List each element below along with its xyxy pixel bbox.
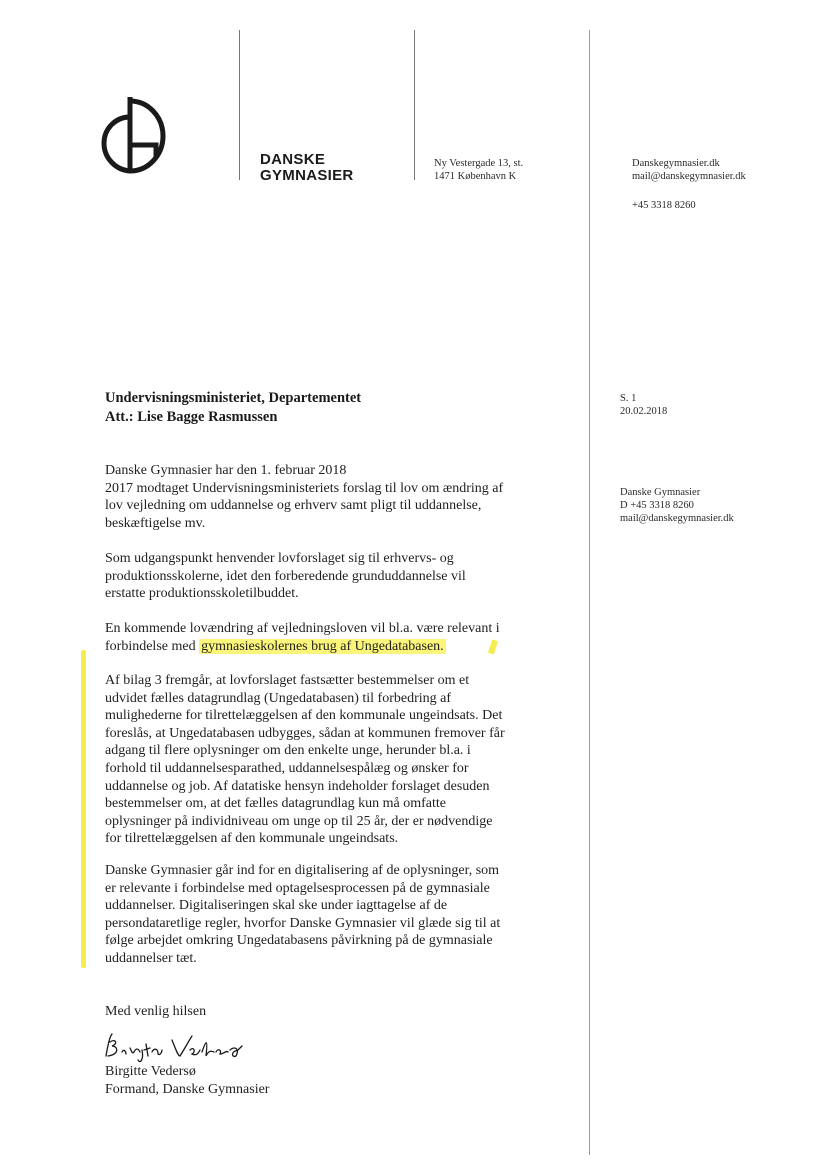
signatory-title: Formand, Danske Gymnasier xyxy=(105,1081,270,1097)
paragraph-line: bestemmelser om, at det fælles datagrundlag kun må omfatte xyxy=(105,796,446,812)
recipient-attention: Att.: Lise Bagge Rasmussen xyxy=(105,409,278,425)
paragraph-5 xyxy=(105,862,500,968)
highlighted-text: gymnasieskolernes brug af Ungedatabasen. xyxy=(201,638,444,654)
website-link[interactable]: Danskegymnasier.dk xyxy=(632,158,720,169)
paragraph-line: Danske Gymnasier går ind for en digitalisering af de oplysninger, som xyxy=(105,863,500,878)
paragraph-line: En kommende lovændring af vejledningsloven vil bl.a. være relevant i xyxy=(105,621,500,636)
header-rule-left xyxy=(239,30,240,180)
paragraph-line: oplysninger på individniveau om unge op til 25 år, der er nødvendige xyxy=(105,813,493,829)
brand-line1: DANSKE xyxy=(260,151,326,168)
brand-name xyxy=(260,152,354,184)
closing-greeting: Med venlig hilsen xyxy=(105,1004,207,1019)
signatory-name: Birgitte Vedersø xyxy=(105,1064,196,1079)
paragraph-line: er relevante i forbindelse med optagelsesprocessen på de gymnasiale xyxy=(105,880,490,896)
paragraph-line: udvidet fælles datagrundlag (Ungedatabasen) til forbedring af xyxy=(105,690,451,706)
dg-logo-icon xyxy=(100,93,176,177)
web-contact-block xyxy=(632,157,746,183)
paragraph-line: produktionsskolerne, idet den forberedende grunduddannelse vil xyxy=(105,568,466,584)
paragraph-4 xyxy=(105,672,505,848)
paragraph-line: foreslås, at Ungedatabasen udbygges, sådan at kommunen fremover får xyxy=(105,725,505,741)
right-column-rule xyxy=(589,30,590,1155)
signatory xyxy=(105,1063,269,1098)
sender-contact xyxy=(620,486,734,525)
paragraph-line: lov vejledning om uddannelse og erhverv samt pligt til uddannelse, xyxy=(105,498,482,514)
paragraph-3 xyxy=(105,620,500,655)
paragraph-line: beskæftigelse mv. xyxy=(105,515,206,531)
address-street: Ny Vestergade 13, st. xyxy=(434,158,524,169)
address-block xyxy=(434,157,523,183)
paragraph-line: uddannelser. Digitaliseringen skal ske under iagttagelse af de xyxy=(105,898,448,914)
phone-number: +45 3318 8260 xyxy=(632,200,696,211)
paragraph-line: uddannelser tæt. xyxy=(105,950,197,966)
paragraph-line: forhold til uddannelsesparathed, uddannelsespålæg og ønsker for xyxy=(105,760,469,776)
paragraph-line: mulighederne for tilrettelæggelsen af den kommunale ungeindsats. Det xyxy=(105,708,503,724)
sender-email[interactable]: mail@danskegymnasier.dk xyxy=(620,513,734,524)
paragraph-1 xyxy=(105,462,503,532)
paragraph-line: erstatte produktionsskoletilbuddet. xyxy=(105,586,299,602)
recipient-block xyxy=(105,389,361,427)
paragraph-line-prefix: forbindelse med xyxy=(105,638,200,654)
paragraph-line: Danske Gymnasier har den 1. februar 2018 xyxy=(105,463,347,478)
paragraph-2 xyxy=(105,550,466,603)
paragraph-line: for tilrettelæggelsen af den kommunale ungeindsats. xyxy=(105,831,399,847)
letter-date: 20.02.2018 xyxy=(620,406,668,417)
paragraph-line: følge arbejdet omkring Ungedatabasens påvirkning på de gymnasiale xyxy=(105,933,493,949)
paragraph-line: uddannelse og job. Af datatiske hensyn indeholder forslaget desuden xyxy=(105,778,490,794)
page-number: S. 1 xyxy=(620,393,637,404)
handwritten-signature xyxy=(102,1030,252,1066)
paragraph-line: Af bilag 3 fremgår, at lovforslaget fastsætter bestemmelser om et xyxy=(105,673,470,688)
email-link[interactable]: mail@danskegymnasier.dk xyxy=(632,171,746,182)
paragraph-line: adgang til flere oplysninger om den enkelte unge, herunder bl.a. i xyxy=(105,743,471,759)
paragraph-line: 2017 modtaget Undervisningsministeriets forslag til lov om ændring af xyxy=(105,480,504,496)
brand-line2: GYMNASIER xyxy=(260,167,354,184)
margin-highlight-bar xyxy=(81,650,86,968)
sender-org: Danske Gymnasier xyxy=(620,487,701,498)
address-city: 1471 København K xyxy=(434,171,517,182)
page-meta xyxy=(620,392,667,418)
paragraph-line xyxy=(105,638,500,656)
recipient-org: Undervisningsministeriet, Departementet xyxy=(105,390,362,406)
sender-phone: D +45 3318 8260 xyxy=(620,500,694,511)
paragraph-line: persondataretlige regler, hvorfor Danske Gymnasier vil glæde sig til at xyxy=(105,915,501,931)
paragraph-line: Som udgangspunkt henvender lovforslaget sig til erhvervs- og xyxy=(105,551,454,566)
header-rule-mid xyxy=(414,30,415,180)
